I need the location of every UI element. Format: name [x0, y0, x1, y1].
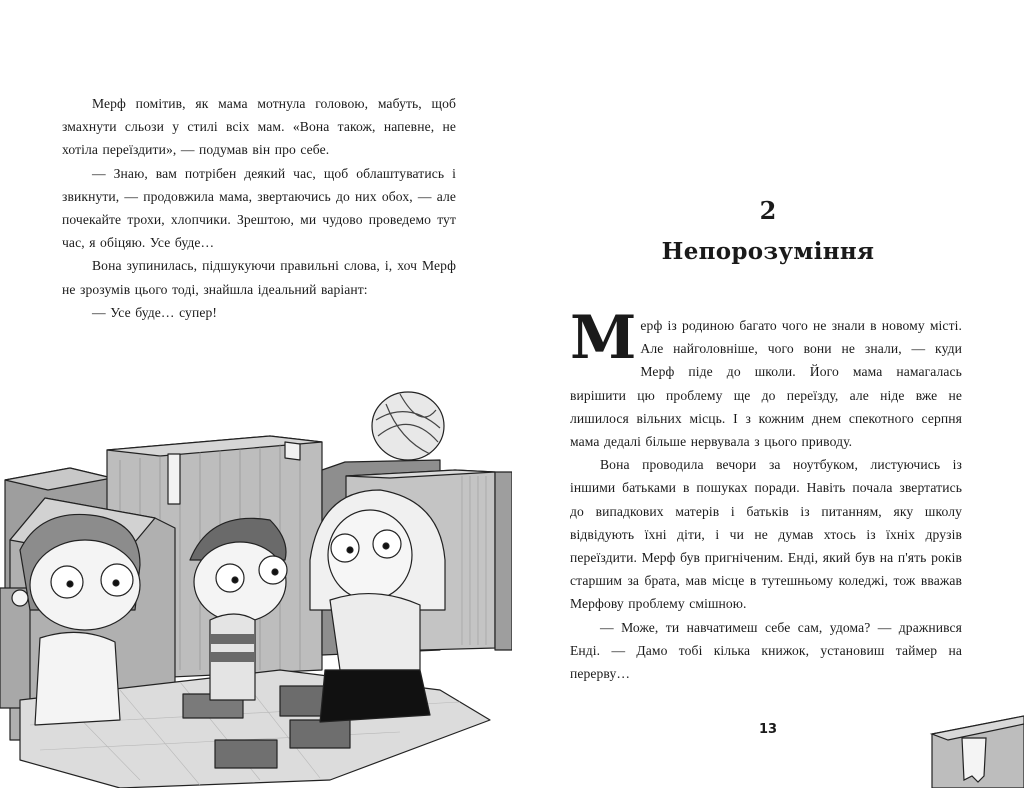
illustration-family-picnic-boxes-icon: [0, 380, 512, 788]
left-page-body: [62, 92, 456, 324]
drop-cap: М: [570, 303, 635, 373]
paragraph: Вона зупинилась, підшукуючи правильні слова, і, хоч Мерф не зрозумів цього тоді, знайшла ідеальний варіант:: [62, 258, 456, 297]
right-page-body: [570, 303, 962, 685]
paragraph: — Може, ти навчатимеш себе сам, удома? — дражнився Енді. — Дамо тобі кілька книжок, установиш таймер на перерву…: [570, 619, 962, 682]
paragraph: Мерф помітив, як мама мотнула головою, мабуть, щоб змахнути сльози у стилі всіх мам. «Вона також, напевне, не хотіла переїздити», — подумав він про себе.: [62, 96, 456, 158]
paragraph-text: ерф із родиною багато чого не знали в новому місті. Але найголовніше, чого вони не знали, — куди Мерф піде до школи. Його мама намагалась вирішити цю проблему ще до переїзду, але ніде вже не лишилося вільних місць. І з кожним днем спекотного серпня мама дедалі більше нервувала з цього приводу.: [570, 318, 962, 450]
paragraph: Вона проводила вечори за ноутбуком, листуючись із іншими батьками в пошуках поради. Навіть почала звертатись до випадкових матерів і батьків із питанням, яку школу відвідують їхні діти, і чи не думав хтось із їхніх друзів переїздити. Мерф був пригніченим. Енді, який був на п'ять років старшим за брата, мав місце в тутешньому коледжі, тож вважав Мерфову проблему смішною.: [570, 457, 962, 612]
left-page: [0, 0, 512, 788]
paragraph: — Усе буде… супер!: [92, 304, 217, 320]
chapter-title: Непорозуміння: [661, 238, 875, 265]
page-number: 13: [758, 722, 778, 737]
paragraph: — Знаю, вам потрібен деякий час, щоб облаштуватись і звикнути, — продовжила мама, звертаючись до них обох, — але почекайте трохи, хлопчики. Зрештою, ми чудово проведемо тут час, я обіцяю. Усе буде…: [62, 165, 456, 251]
moving-box-icon: [922, 710, 1024, 788]
chapter-number: 2: [759, 196, 777, 225]
first-paragraph: [570, 303, 962, 453]
